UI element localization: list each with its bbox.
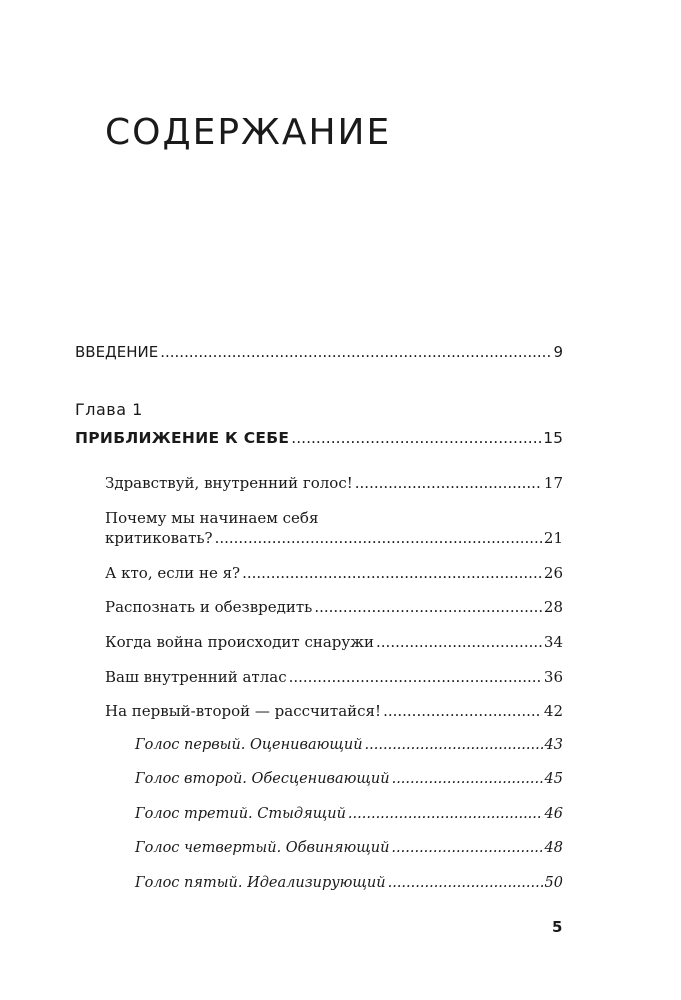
toc-entry-page: 28 — [543, 598, 563, 616]
toc-entry-section[interactable] — [105, 564, 563, 582]
toc-entry-title: Распознать и обезвредить — [105, 598, 313, 616]
toc-entry-title: ВВЕДЕНИЕ — [75, 343, 159, 361]
toc-entry-page: 26 — [543, 564, 563, 582]
dot-leader — [355, 474, 542, 492]
toc-entry-page: 21 — [543, 529, 563, 547]
toc-entry-subsection[interactable] — [135, 806, 563, 822]
toc-entry-section[interactable] — [105, 474, 563, 492]
toc-entry-section-title-line1[interactable]: Почему мы начинаем себя — [105, 509, 319, 527]
toc-entry-title: Голос четвертый. Обвиняющий — [135, 840, 390, 856]
toc-entry-page: 48 — [544, 840, 563, 856]
dot-leader — [388, 875, 543, 891]
toc-entry-title: Голос второй. Обесценивающий — [135, 771, 390, 787]
dot-leader — [160, 343, 551, 361]
dot-leader — [215, 529, 542, 547]
toc-entry-title: Здравствуй, внутренний голос! — [105, 474, 353, 492]
toc-entry-page: 45 — [544, 771, 563, 787]
toc-entry-section[interactable] — [105, 702, 563, 720]
dot-leader — [314, 598, 542, 616]
toc-entry-page: 43 — [544, 737, 563, 753]
toc-entry-section[interactable] — [105, 633, 563, 651]
dot-leader — [376, 633, 542, 651]
toc-entry-section[interactable] — [105, 529, 563, 547]
toc-entry-title: Ваш внутренний атлас — [105, 668, 287, 686]
toc-entry-page: 9 — [553, 343, 563, 361]
toc-entry-page: 17 — [543, 474, 563, 492]
toc-entry-subsection[interactable] — [135, 737, 563, 753]
page-title: СОДЕРЖАНИЕ — [105, 112, 392, 153]
dot-leader — [242, 564, 542, 582]
toc-entry-subsection[interactable] — [135, 771, 563, 787]
toc-entry-title: Голос пятый. Идеализирующий — [135, 875, 386, 891]
toc-entry-introduction[interactable] — [75, 343, 563, 361]
dot-leader — [365, 737, 543, 753]
toc-entry-title: Когда война происходит снаружи — [105, 633, 375, 651]
dot-leader — [291, 429, 541, 447]
toc-entry-page: 36 — [543, 668, 563, 686]
toc-entry-page: 15 — [543, 429, 563, 447]
toc-entry-subsection[interactable] — [135, 840, 563, 856]
toc-entry-title: критиковать? — [105, 529, 213, 547]
dot-leader — [392, 771, 543, 787]
dot-leader — [348, 806, 543, 822]
chapter-label: Глава 1 — [75, 400, 143, 419]
page-number: 5 — [552, 918, 563, 936]
dot-leader — [383, 702, 542, 720]
toc-entry-page: 46 — [544, 806, 563, 822]
toc-entry-title: А кто, если не я? — [105, 564, 241, 582]
toc-entry-title: На первый-второй — рассчитайся! — [105, 702, 382, 720]
dot-leader — [289, 668, 542, 686]
dot-leader — [391, 840, 542, 856]
toc-entry-section[interactable] — [105, 668, 563, 686]
toc-entry-page: 34 — [543, 633, 563, 651]
toc-entry-section[interactable] — [105, 598, 563, 616]
toc-entry-title: Голос третий. Стыдящий — [135, 806, 346, 822]
toc-entry-title: ПРИБЛИЖЕНИЕ К СЕБЕ — [75, 429, 290, 447]
toc-entry-chapter-1[interactable] — [75, 429, 563, 447]
toc-entry-page: 50 — [544, 875, 563, 891]
toc-entry-page: 42 — [543, 702, 563, 720]
toc-entry-title: Голос первый. Оценивающий — [135, 737, 363, 753]
toc-entry-subsection[interactable] — [135, 875, 563, 891]
